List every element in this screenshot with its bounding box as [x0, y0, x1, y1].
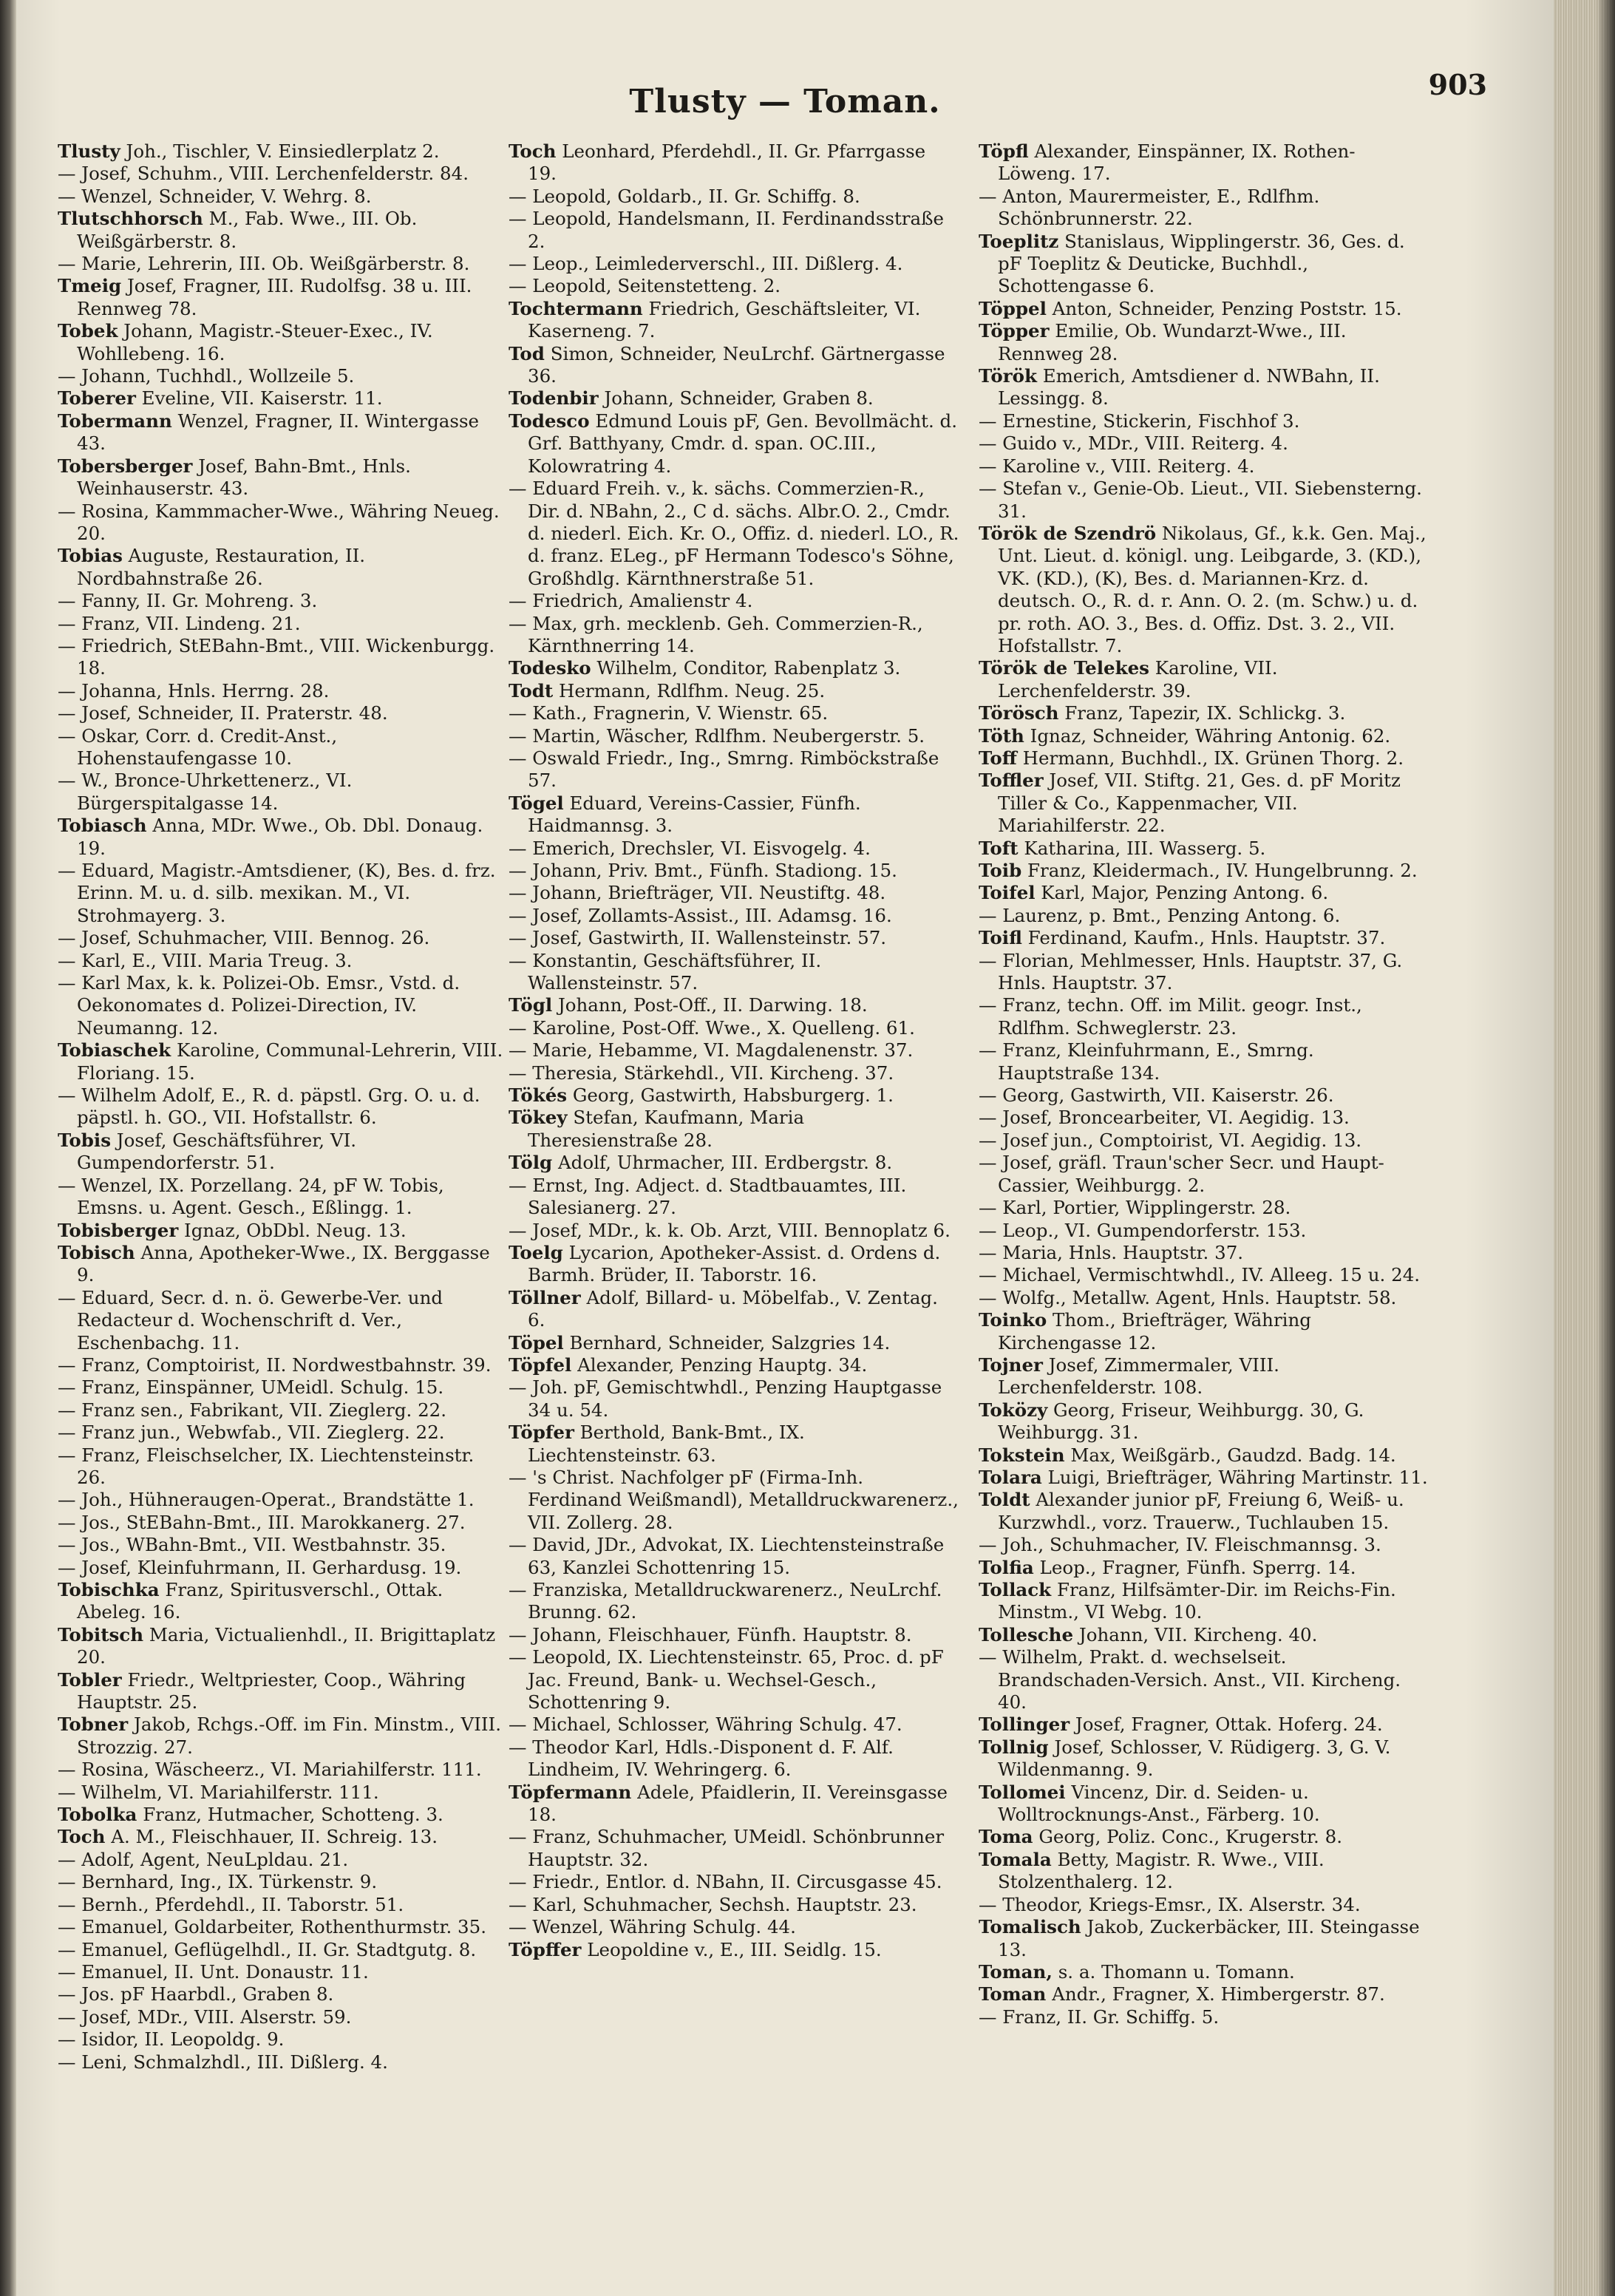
directory-entry: — Josef, Gastwirth, II. Wallensteinstr. 57. [509, 927, 887, 949]
directory-entry: Tobis Josef, Geschäftsführer, VI. Gumpendorferstr. 51. [58, 1129, 357, 1174]
directory-entry: Töpffer Leopoldine v., E., III. Seidlg. 15. [509, 1938, 882, 1960]
directory-entry: Tobermann Wenzel, Fragner, II. Wintergasse 43. [58, 410, 480, 455]
directory-entry: — Josef, Schuhm., VIII. Lerchenfelderstr. 84. [58, 163, 469, 185]
directory-entry: — Rosina, Kammmacher-Wwe., Währing Neueg. 20. [58, 500, 500, 544]
directory-entry: Tollesche Johann, VII. Kircheng. 40. [979, 1623, 1318, 1645]
entry-surname: Tollinger [979, 1713, 1070, 1736]
book-binding-edge [0, 0, 16, 2296]
directory-entry: — Ernestine, Stickerin, Fischhof 3. [979, 410, 1300, 432]
directory-entry: — Jos., WBahn-Bmt., VII. Westbahnstr. 35. [58, 1534, 446, 1556]
directory-entry: — Friedrich, StEBahn-Bmt., VIII. Wickenburgg. 18. [58, 634, 495, 679]
directory-entry: Tobler Friedr., Weltpriester, Coop., Währing Hauptstr. 25. [58, 1668, 466, 1713]
entry-surname: Tobler [58, 1668, 122, 1691]
directory-entry: — Georg, Gastwirth, VII. Kaiserstr. 26. [979, 1084, 1334, 1107]
entry-surname: Tögel [509, 792, 564, 814]
directory-entry: Toeplitz Stanislaus, Wipplingerstr. 36, Ges. d. pF Toeplitz & Deuticke, Buchhdl., Schottengasse 6. [979, 230, 1405, 297]
entry-surname: Todesko [509, 657, 591, 679]
entry-surname: Toch [509, 140, 557, 162]
entry-surname: Töpffer [509, 1938, 582, 1960]
directory-entry: — Jos. pF Haarbdl., Graben 8. [58, 1983, 334, 2005]
directory-entry: Török de Szendrö Nikolaus, Gf., k.k. Gen. Maj., Unt. Lieut. d. königl. ung. Leibgarde, 3. (KD.), VK. (KD.), (K), Bes. d. Mariannen-Krz. d. deutsch. O., R. d. r. Ann. O. 2. (m. Schw.) u. d. pr. roth. AO. 3., Bes. d. Offiz. Dst. 3. 2., VII. Hofstallstr. 7. [979, 522, 1427, 656]
entry-surname: Tmeig [58, 275, 122, 297]
directory-entry: — Franz, techn. Off. im Milit. geogr. Inst., Rdlfhm. Schweglerstr. 23. [979, 994, 1362, 1039]
directory-entry: Tobisberger Ignaz, ObDbl. Neug. 13. [58, 1219, 407, 1241]
directory-entry: — Leopold, IX. Liechtensteinstr. 65, Proc. d. pF Jac. Freund, Bank- u. Wechsel-Gesch., Schottenring 9. [509, 1646, 944, 1713]
directory-entry: — Wilhelm Adolf, E., R. d. päpstl. Grg. O. u. d. päpstl. h. GO., VII. Hofstallstr. 6. [58, 1084, 480, 1129]
entry-surname: Tlutschhorsch [58, 208, 203, 230]
entry-surname: Töppel [979, 297, 1047, 319]
entry-surname: Töpper [979, 320, 1050, 342]
directory-entry: Töpper Emilie, Ob. Wundarzt-Wwe., III. Rennweg 28. [979, 320, 1347, 364]
entry-surname: Tollomei [979, 1781, 1066, 1803]
directory-entry: Tobitsch Maria, Victualienhdl., II. Brigittaplatz 20. [58, 1623, 496, 1668]
directory-entry: Toelg Lycarion, Apotheker-Assist. d. Ordens d. Barmh. Brüder, II. Taborstr. 16. [509, 1241, 941, 1286]
directory-entry: — Leopold, Goldarb., II. Gr. Schiffg. 8. [509, 185, 860, 207]
directory-entry: Tobersberger Josef, Bahn-Bmt., Hnls. Weinhauserstr. 43. [58, 455, 411, 500]
directory-entry: — Fanny, II. Gr. Mohreng. 3. [58, 590, 318, 612]
directory-entry: — Eduard, Magistr.-Amtsdiener, (K), Bes. d. frz. Erinn. M. u. d. silb. mexikan. M., VI. Strohmayerg. 3. [58, 860, 496, 926]
entry-surname: Todesco [509, 410, 590, 432]
directory-entry: — Bernh., Pferdehdl., II. Taborstr. 51. [58, 1893, 404, 1915]
directory-entry: — Johann, Fleischhauer, Fünfh. Hauptstr. 8. [509, 1623, 912, 1645]
directory-entry: — Wenzel, Schneider, V. Wehrg. 8. [58, 185, 372, 207]
directory-entry: Tögel Eduard, Vereins-Cassier, Fünfh. Haidmannsg. 3. [509, 792, 861, 837]
directory-entry: — Wilhelm, Prakt. d. wechselseit. Brandschaden-Versich. Anst., VII. Kircheng. 40. [979, 1646, 1401, 1713]
entry-surname: Tökey [509, 1107, 568, 1129]
directory-entry: Töpfl Alexander, Einspänner, IX. Rothen-Löweng. 17. [979, 140, 1356, 185]
directory-entry: — Josef, Kleinfuhrmann, II. Gerhardusg. 19. [58, 1556, 462, 1578]
directory-entry: Toman Andr., Fragner, X. Himbergerstr. 87. [979, 1983, 1385, 2005]
directory-entry: Toft Katharina, III. Wasserg. 5. [979, 837, 1266, 859]
directory-entry: Toma Georg, Poliz. Conc., Krugerstr. 8. [979, 1826, 1342, 1848]
directory-entry: — Franziska, Metalldruckwarenerz., NeuLrchf. Brunng. 62. [509, 1579, 942, 1623]
directory-entry: — Florian, Mehlmesser, Hnls. Hauptstr. 37, G. Hnls. Hauptstr. 37. [979, 949, 1403, 994]
directory-entry: — Joh. pF, Gemischtwhdl., Penzing Hauptgasse 34 u. 54. [509, 1376, 942, 1421]
directory-entry: — Joh., Hühneraugen-Operat., Brandstätte 1. [58, 1489, 475, 1511]
directory-entry: Tochtermann Friedrich, Geschäftsleiter, VI. Kaserneng. 7. [509, 297, 921, 342]
directory-entry: Toközy Georg, Friseur, Weihburgg. 30, G. Weihburgg. 31. [979, 1399, 1364, 1444]
directory-entry: — W., Bronce-Uhrkettenerz., VI. Bürgerspitalgasse 14. [58, 770, 353, 814]
entry-surname: Toch [58, 1826, 106, 1848]
entry-surname: Török [979, 365, 1037, 387]
directory-entry: Töppel Anton, Schneider, Penzing Poststr. 15. [979, 297, 1402, 319]
directory-entry: — Oskar, Corr. d. Credit-Anst., Hohenstaufengasse 10. [58, 724, 338, 769]
directory-entry: — Franz, Kleinfuhrmann, E., Smrng. Hauptstraße 134. [979, 1039, 1314, 1084]
directory-entry: Törösch Franz, Tapezir, IX. Schlickg. 3. [979, 702, 1346, 724]
entry-surname: Toeplitz [979, 230, 1059, 252]
directory-entry: — Johann, Tuchhdl., Wollzeile 5. [58, 365, 355, 387]
directory-entry: Töpfermann Adele, Pfaidlerin, II. Vereinsgasse 18. [509, 1781, 948, 1826]
directory-entry: — Friedr., Entlor. d. NBahn, II. Circusgasse 45. [509, 1871, 942, 1893]
directory-entry: Tökés Georg, Gastwirth, Habsburgerg. 1. [509, 1084, 894, 1107]
directory-entry: Tögl Johann, Post-Off., II. Darwing. 18. [509, 994, 868, 1016]
entry-surname: Töth [979, 724, 1024, 747]
directory-entry: — Franz, VII. Lindeng. 21. [58, 612, 301, 634]
directory-entry: — Johann, Briefträger, VII. Neustiftg. 48. [509, 882, 886, 904]
directory-entry: — Jos., StEBahn-Bmt., III. Marokkanerg. 27. [58, 1511, 466, 1533]
entry-surname: Tokstein [979, 1444, 1065, 1466]
entry-surname: Toff [979, 747, 1017, 769]
directory-entry: Todesco Edmund Louis pF, Gen. Bevollmächt. d. Grf. Batthyany, Cmdr. d. span. OC.III., Kolowratring 4. [509, 410, 958, 477]
entry-surname: Töpel [509, 1331, 564, 1354]
directory-entry: — Kath., Fragnerin, V. Wienstr. 65. [509, 702, 829, 724]
directory-entry: Toberer Eveline, VII. Kaiserstr. 11. [58, 387, 383, 410]
directory-entry: Tomala Betty, Magistr. R. Wwe., VIII. Stolzenthalerg. 12. [979, 1848, 1325, 1893]
directory-entry: — Josef, MDr., k. k. Ob. Arzt, VIII. Bennoplatz 6. [509, 1219, 951, 1241]
directory-entry: — Josef jun., Comptoirist, VI. Aegidig. 13. [979, 1129, 1362, 1151]
directory-entry: — Franz, Schuhmacher, UMeidl. Schönbrunner Hauptstr. 32. [509, 1826, 945, 1870]
directory-entry: — Eduard, Secr. d. n. ö. Gewerbe-Ver. und Redacteur d. Wochenschrift d. Ver., Eschenbachg. 11. [58, 1286, 443, 1354]
directory-entry: — Eduard Freih. v., k. sächs. Commerzien-R., Dir. d. NBahn, 2., C d. sächs. Albr.O. 2., Cmdr. d. niederl. Eich. Kr. O., Offiz. d. niederl. LO., R. d. franz. ELeg., pF Hermann Todesco's Söhne, Großhdlg. Kärnthnerstraße 51. [509, 478, 959, 589]
entry-surname: Tod [509, 342, 545, 364]
entry-surname: Todt [509, 679, 554, 702]
entry-surname: Tobner [58, 1713, 129, 1736]
directory-entry: — Isidor, II. Leopoldg. 9. [58, 2028, 285, 2051]
entry-surname: Toelg [509, 1241, 563, 1263]
directory-entry: Toffler Josef, VII. Stiftg. 21, Ges. d. pF Moritz Tiller & Co., Kappenmacher, VII. Mariahilferstr. 22. [979, 770, 1401, 837]
entry-surname: Tobias [58, 545, 123, 567]
column-2 [509, 140, 959, 2269]
directory-entry: — Josef, gräfl. Traun'scher Secr. und Haupt-Cassier, Weihburgg. 2. [979, 1152, 1384, 1196]
directory-entry: Töpfer Berthold, Bank-Bmt., IX. Liechtensteinstr. 63. [509, 1422, 805, 1466]
directory-entry: — Johann, Priv. Bmt., Fünfh. Stadiong. 15. [509, 860, 897, 881]
directory-entry: — Max, grh. mecklenb. Geh. Commerzien-R., Kärnthnerring 14. [509, 612, 923, 656]
directory-entry: Török Emerich, Amtsdiener d. NWBahn, II. Lessingg. 8. [979, 365, 1380, 410]
directory-entry: — Theodor Karl, Hdls.-Disponent d. F. Alf. Lindheim, IV. Wehringerg. 6. [509, 1736, 894, 1781]
directory-entry: — Josef, Broncearbeiter, VI. Aegidig. 13. [979, 1107, 1350, 1129]
directory-entry: Tobiasch Anna, MDr. Wwe., Ob. Dbl. Donaug. 19. [58, 815, 483, 859]
directory-entry: — Karoline, Post-Off. Wwe., X. Quelleng. 61. [509, 1016, 915, 1039]
entry-surname: Tölg [509, 1152, 553, 1174]
directory-entry: — Leopold, Handelsmann, II. Ferdinandsstraße 2. [509, 208, 944, 252]
entry-surname: Tollnig [979, 1736, 1049, 1758]
entry-surname: Tökés [509, 1084, 568, 1107]
entry-surname: Tobek [58, 320, 118, 342]
entry-surname: Toinko [979, 1309, 1047, 1331]
entry-surname: Tobersberger [58, 455, 193, 477]
entry-surname: Tobitsch [58, 1623, 144, 1645]
directory-entry: — Laurenz, p. Bmt., Penzing Antong. 6. [979, 904, 1341, 926]
directory-entry: Tobias Auguste, Restauration, II. Nordbahnstraße 26. [58, 545, 366, 589]
page-title: Tlusty — Toman. [629, 83, 941, 120]
directory-entry: Tobischka Franz, Spiritusverschl., Ottak. Abeleg. 16. [58, 1579, 443, 1623]
page-stack-shadow [1597, 0, 1615, 2296]
directory-entry: — Karl, Schuhmacher, Sechsh. Hauptstr. 23. [509, 1893, 917, 1915]
directory-entry: — Wenzel, Währing Schulg. 44. [509, 1916, 796, 1938]
entry-surname: Tögl [509, 994, 553, 1016]
entry-surname: Toberer [58, 387, 136, 410]
entry-surname: Tobermann [58, 410, 172, 432]
directory-entry: Tolfia Leop., Fragner, Fünfh. Sperrg. 14. [979, 1556, 1356, 1578]
page-number: 903 [1428, 68, 1487, 101]
directory-entry: — Rosina, Wäscheerz., VI. Mariahilferstr. 111. [58, 1759, 482, 1781]
directory-entry: — Adolf, Agent, NeuLpldau. 21. [58, 1848, 349, 1870]
directory-entry: — Franz, II. Gr. Schiffg. 5. [979, 2005, 1220, 2028]
entry-surname: Toib [979, 860, 1022, 881]
directory-entry: Todt Hermann, Rdlfhm. Neug. 25. [509, 679, 826, 702]
directory-entry: — Karoline v., VIII. Reiterg. 4. [979, 455, 1255, 477]
directory-entry: — Franz, Comptoirist, II. Nordwestbahnstr. 39. [58, 1354, 492, 1376]
entry-surname: Toldt [979, 1489, 1030, 1511]
directory-entry: Tökey Stefan, Kaufmann, Maria Theresienstraße 28. [509, 1107, 805, 1151]
directory-entry: — Karl Max, k. k. Polizei-Ob. Emsr., Vstd. d. Oekonomates d. Polizei-Direction, IV. Neumanng. 12. [58, 972, 460, 1039]
directory-entry: Toinko Thom., Briefträger, Währing Kirchengasse 12. [979, 1309, 1311, 1354]
entry-surname: Tobisberger [58, 1219, 179, 1241]
directory-entry: — Franz, Einspänner, UMeidl. Schulg. 15. [58, 1376, 444, 1399]
directory-entry: — Theodor, Kriegs-Emsr., IX. Alserstr. 34. [979, 1893, 1361, 1915]
entry-surname: Tobisch [58, 1241, 135, 1263]
directory-entry: — 's Christ. Nachfolger pF (Firma-Inh. Ferdinand Weißmandl), Metalldruckwarenerz., VII. Zollerg. 28. [509, 1466, 959, 1533]
directory-entry: — Leopold, Seitenstetteng. 2. [509, 275, 781, 297]
directory-entry: Tollomei Vincenz, Dir. d. Seiden- u. Wolltrocknungs-Anst., Färberg. 10. [979, 1781, 1320, 1826]
directory-entry: — Martin, Wäscher, Rdlfhm. Neubergerstr. 5. [509, 724, 925, 747]
directory-entry: — Josef, MDr., VIII. Alserstr. 59. [58, 2005, 352, 2028]
directory-entry: Tobiaschek Karoline, Communal-Lehrerin, VIII. Floriang. 15. [58, 1039, 503, 1084]
directory-entry: — Leop., Leimlederverschl., III. Dißlerg. 4. [509, 253, 903, 275]
directory-entry: — Stefan v., Genie-Ob. Lieut., VII. Siebensterng. 31. [979, 478, 1422, 522]
directory-entry: Toch Leonhard, Pferdehdl., II. Gr. Pfarrgasse 19. [509, 140, 926, 185]
directory-entry: Töpfel Alexander, Penzing Hauptg. 34. [509, 1354, 868, 1376]
entry-surname: Toifel [979, 882, 1036, 904]
entry-surname: Toközy [979, 1399, 1048, 1421]
directory-entry: — Bernhard, Ing., IX. Türkenstr. 9. [58, 1871, 378, 1893]
entry-surname: Tobischka [58, 1579, 160, 1600]
directory-entry: — Guido v., MDr., VIII. Reiterg. 4. [979, 432, 1288, 455]
directory-entry: Tollack Franz, Hilfsämter-Dir. im Reichs-Fin. Minstm., VI Webg. 10. [979, 1579, 1396, 1623]
entry-surname: Töllner [509, 1286, 581, 1308]
entry-surname: Toma [979, 1826, 1033, 1848]
directory-entry: Tlusty Joh., Tischler, V. Einsiedlerplatz 2. [58, 140, 440, 162]
entry-surname: Török de Telekes [979, 657, 1149, 679]
directory-entry: — Anton, Maurermeister, E., Rdlfhm. Schönbrunnerstr. 22. [979, 185, 1320, 230]
entry-surname: Török de Szendrö [979, 522, 1157, 544]
directory-entry: — Karl, E., VIII. Maria Treug. 3. [58, 949, 353, 971]
entry-surname: Töpfel [509, 1354, 572, 1376]
directory-entry: Toff Hermann, Buchhdl., IX. Grünen Thorg. 2. [979, 747, 1404, 769]
entry-surname: Töpfer [509, 1422, 574, 1444]
directory-entry: Toifl Ferdinand, Kaufm., Hnls. Hauptstr. 37. [979, 927, 1386, 949]
entry-surname: Tollack [979, 1579, 1052, 1600]
directory-entry: Tobek Johann, Magistr.-Steuer-Exec., IV. Wohllebeng. 16. [58, 320, 433, 364]
directory-entry: — Konstantin, Geschäftsführer, II. Wallensteinstr. 57. [509, 949, 822, 994]
directory-entry: — Emanuel, Geflügelhdl., II. Gr. Stadtgutg. 8. [58, 1938, 477, 1960]
entry-surname: Tomala [979, 1848, 1052, 1870]
entry-surname: Tojner [979, 1354, 1043, 1376]
directory-entry: Tolara Luigi, Briefträger, Währing Martinstr. 11. [979, 1466, 1428, 1488]
directory-entry: Török de Telekes Karoline, VII. Lerchenfelderstr. 39. [979, 657, 1278, 702]
directory-entry: — Karl, Portier, Wipplingerstr. 28. [979, 1197, 1291, 1219]
directory-entry: — Franz sen., Fabrikant, VII. Zieglerg. 22. [58, 1399, 447, 1421]
directory-entry: Töpel Bernhard, Schneider, Salzgries 14. [509, 1331, 891, 1354]
directory-entry: — Oswald Friedr., Ing., Smrng. Rimböckstraße 57. [509, 747, 939, 792]
directory-entry: — Leop., VI. Gumpendorferstr. 153. [979, 1219, 1307, 1241]
entry-surname: Tolara [979, 1466, 1042, 1488]
directory-page [16, 0, 1554, 2296]
entry-surname: Toft [979, 837, 1019, 859]
entry-surname: Tollesche [979, 1623, 1074, 1645]
directory-entry: Toldt Alexander junior pF, Freiung 6, Weiß- u. Kurzwhdl., vorz. Trauerw., Tuchlauben 15. [979, 1489, 1404, 1533]
directory-entry: — Michael, Schlosser, Währing Schulg. 47. [509, 1713, 902, 1736]
entry-surname: Tobiaschek [58, 1039, 171, 1062]
directory-entry: — David, JDr., Advokat, IX. Liechtensteinstraße 63, Kanzlei Schottenring 15. [509, 1534, 945, 1578]
directory-entry: — Michael, Vermischtwhdl., IV. Alleeg. 15 u. 24. [979, 1264, 1421, 1286]
entry-surname: Todenbir [509, 387, 599, 410]
directory-entry: — Ernst, Ing. Adject. d. Stadtbauamtes, III. Salesianerg. 27. [509, 1174, 907, 1219]
directory-entry: Toch A. M., Fleischhauer, II. Schreig. 13. [58, 1826, 438, 1848]
directory-entry: Tokstein Max, Weißgärb., Gaudzd. Badg. 14. [979, 1444, 1396, 1466]
column-3 [979, 140, 1429, 2269]
entry-surname: Tolfia [979, 1556, 1034, 1578]
directory-entry: — Wilhelm, VI. Mariahilferstr. 111. [58, 1781, 379, 1803]
directory-entry: — Josef, Zollamts-Assist., III. Adamsg. 16. [509, 904, 892, 926]
directory-entry: — Josef, Schuhmacher, VIII. Bennog. 26. [58, 927, 430, 949]
directory-entry: — Wenzel, IX. Porzellang. 24, pF W. Tobis, Emsns. u. Agent. Gesch., Eßlingg. 1. [58, 1174, 444, 1219]
directory-entry: — Marie, Lehrerin, III. Ob. Weißgärberstr. 8. [58, 253, 470, 275]
entry-surname: Tobiasch [58, 815, 147, 837]
directory-entry: Todesko Wilhelm, Conditor, Rabenplatz 3. [509, 657, 901, 679]
directory-entry: Tomalisch Jakob, Zuckerbäcker, III. Steingasse 13. [979, 1916, 1420, 1960]
directory-entry: Tlutschhorsch M., Fab. Wwe., III. Ob. Weißgärberstr. 8. [58, 208, 418, 252]
directory-entry: Tölg Adolf, Uhrmacher, III. Erdbergstr. 8. [509, 1152, 893, 1174]
entry-surname: Tobis [58, 1129, 111, 1151]
entry-surname: Toman [979, 1983, 1047, 2005]
directory-entry: Toib Franz, Kleidermach., IV. Hungelbrunng. 2. [979, 860, 1418, 881]
directory-entry: — Theresia, Stärkehdl., VII. Kircheng. 37. [509, 1062, 894, 1084]
entry-surname: Tomalisch [979, 1916, 1081, 1938]
column-1 [58, 140, 509, 2269]
directory-entry: Tollinger Josef, Fragner, Ottak. Hoferg. 24. [979, 1713, 1383, 1736]
directory-entry: — Joh., Schuhmacher, IV. Fleischmannsg. 3. [979, 1534, 1381, 1556]
directory-entry: — Josef, Schneider, II. Praterstr. 48. [58, 702, 388, 724]
directory-entry: Tmeig Josef, Fragner, III. Rudolfsg. 38 u. III. Rennweg 78. [58, 275, 472, 319]
entry-surname: Töpfermann [509, 1781, 632, 1803]
directory-entry: — Emanuel, Goldarbeiter, Rothenthurmstr. 35. [58, 1916, 487, 1938]
directory-entry: Töllner Adolf, Billard- u. Möbelfab., V. Zentag. 6. [509, 1286, 938, 1331]
entry-surname: Tobolka [58, 1804, 137, 1826]
directory-entry: Toman, s. a. Thomann u. Tomann. [979, 1960, 1295, 1983]
directory-entry: Todenbir Johann, Schneider, Graben 8. [509, 387, 874, 410]
directory-entry: Toifel Karl, Major, Penzing Antong. 6. [979, 882, 1329, 904]
directory-entry: — Marie, Hebamme, VI. Magdalenenstr. 37. [509, 1039, 914, 1062]
directory-entry: — Maria, Hnls. Hauptstr. 37. [979, 1241, 1244, 1263]
directory-entry: — Franz, Fleischselcher, IX. Liechtensteinstr. 26. [58, 1444, 475, 1488]
directory-entry: — Franz jun., Webwfab., VII. Zieglerg. 22. [58, 1422, 445, 1444]
directory-entry: — Johanna, Hnls. Herrng. 28. [58, 679, 330, 702]
entry-surname: Toifl [979, 927, 1022, 949]
entry-surname: Tlusty [58, 140, 120, 162]
directory-entry: — Leni, Schmalzhdl., III. Dißlerg. 4. [58, 2051, 388, 2073]
directory-entry: Tojner Josef, Zimmermaler, VIII. Lerchenfelderstr. 108. [979, 1354, 1279, 1399]
entry-surname: Törösch [979, 702, 1059, 724]
entry-surname: Tochtermann [509, 297, 643, 319]
directory-entry: — Friedrich, Amalienstr 4. [509, 590, 753, 612]
directory-entry: — Emerich, Drechsler, VI. Eisvogelg. 4. [509, 837, 871, 859]
entry-surname: Toffler [979, 770, 1044, 792]
directory-entry: Tod Simon, Schneider, NeuLrchf. Gärtnergasse 36. [509, 342, 945, 387]
directory-entry: Töth Ignaz, Schneider, Währing Antonig. 62. [979, 724, 1391, 747]
directory-entry: Tobisch Anna, Apotheker-Wwe., IX. Berggasse 9. [58, 1241, 490, 1286]
entry-surname: Töpfl [979, 140, 1029, 162]
directory-entry: Tobolka Franz, Hutmacher, Schotteng. 3. [58, 1804, 443, 1826]
directory-entry: Tobner Jakob, Rchgs.-Off. im Fin. Minstm., VIII. Strozzig. 27. [58, 1713, 502, 1758]
directory-entry: — Emanuel, II. Unt. Donaustr. 11. [58, 1960, 369, 1983]
entry-surname: Toman, [979, 1960, 1053, 1983]
directory-entry: — Wolfg., Metallw. Agent, Hnls. Hauptstr. 58. [979, 1286, 1397, 1308]
directory-entry: Tollnig Josef, Schlosser, V. Rüdigerg. 3, G. V. Wildenmanng. 9. [979, 1736, 1391, 1781]
